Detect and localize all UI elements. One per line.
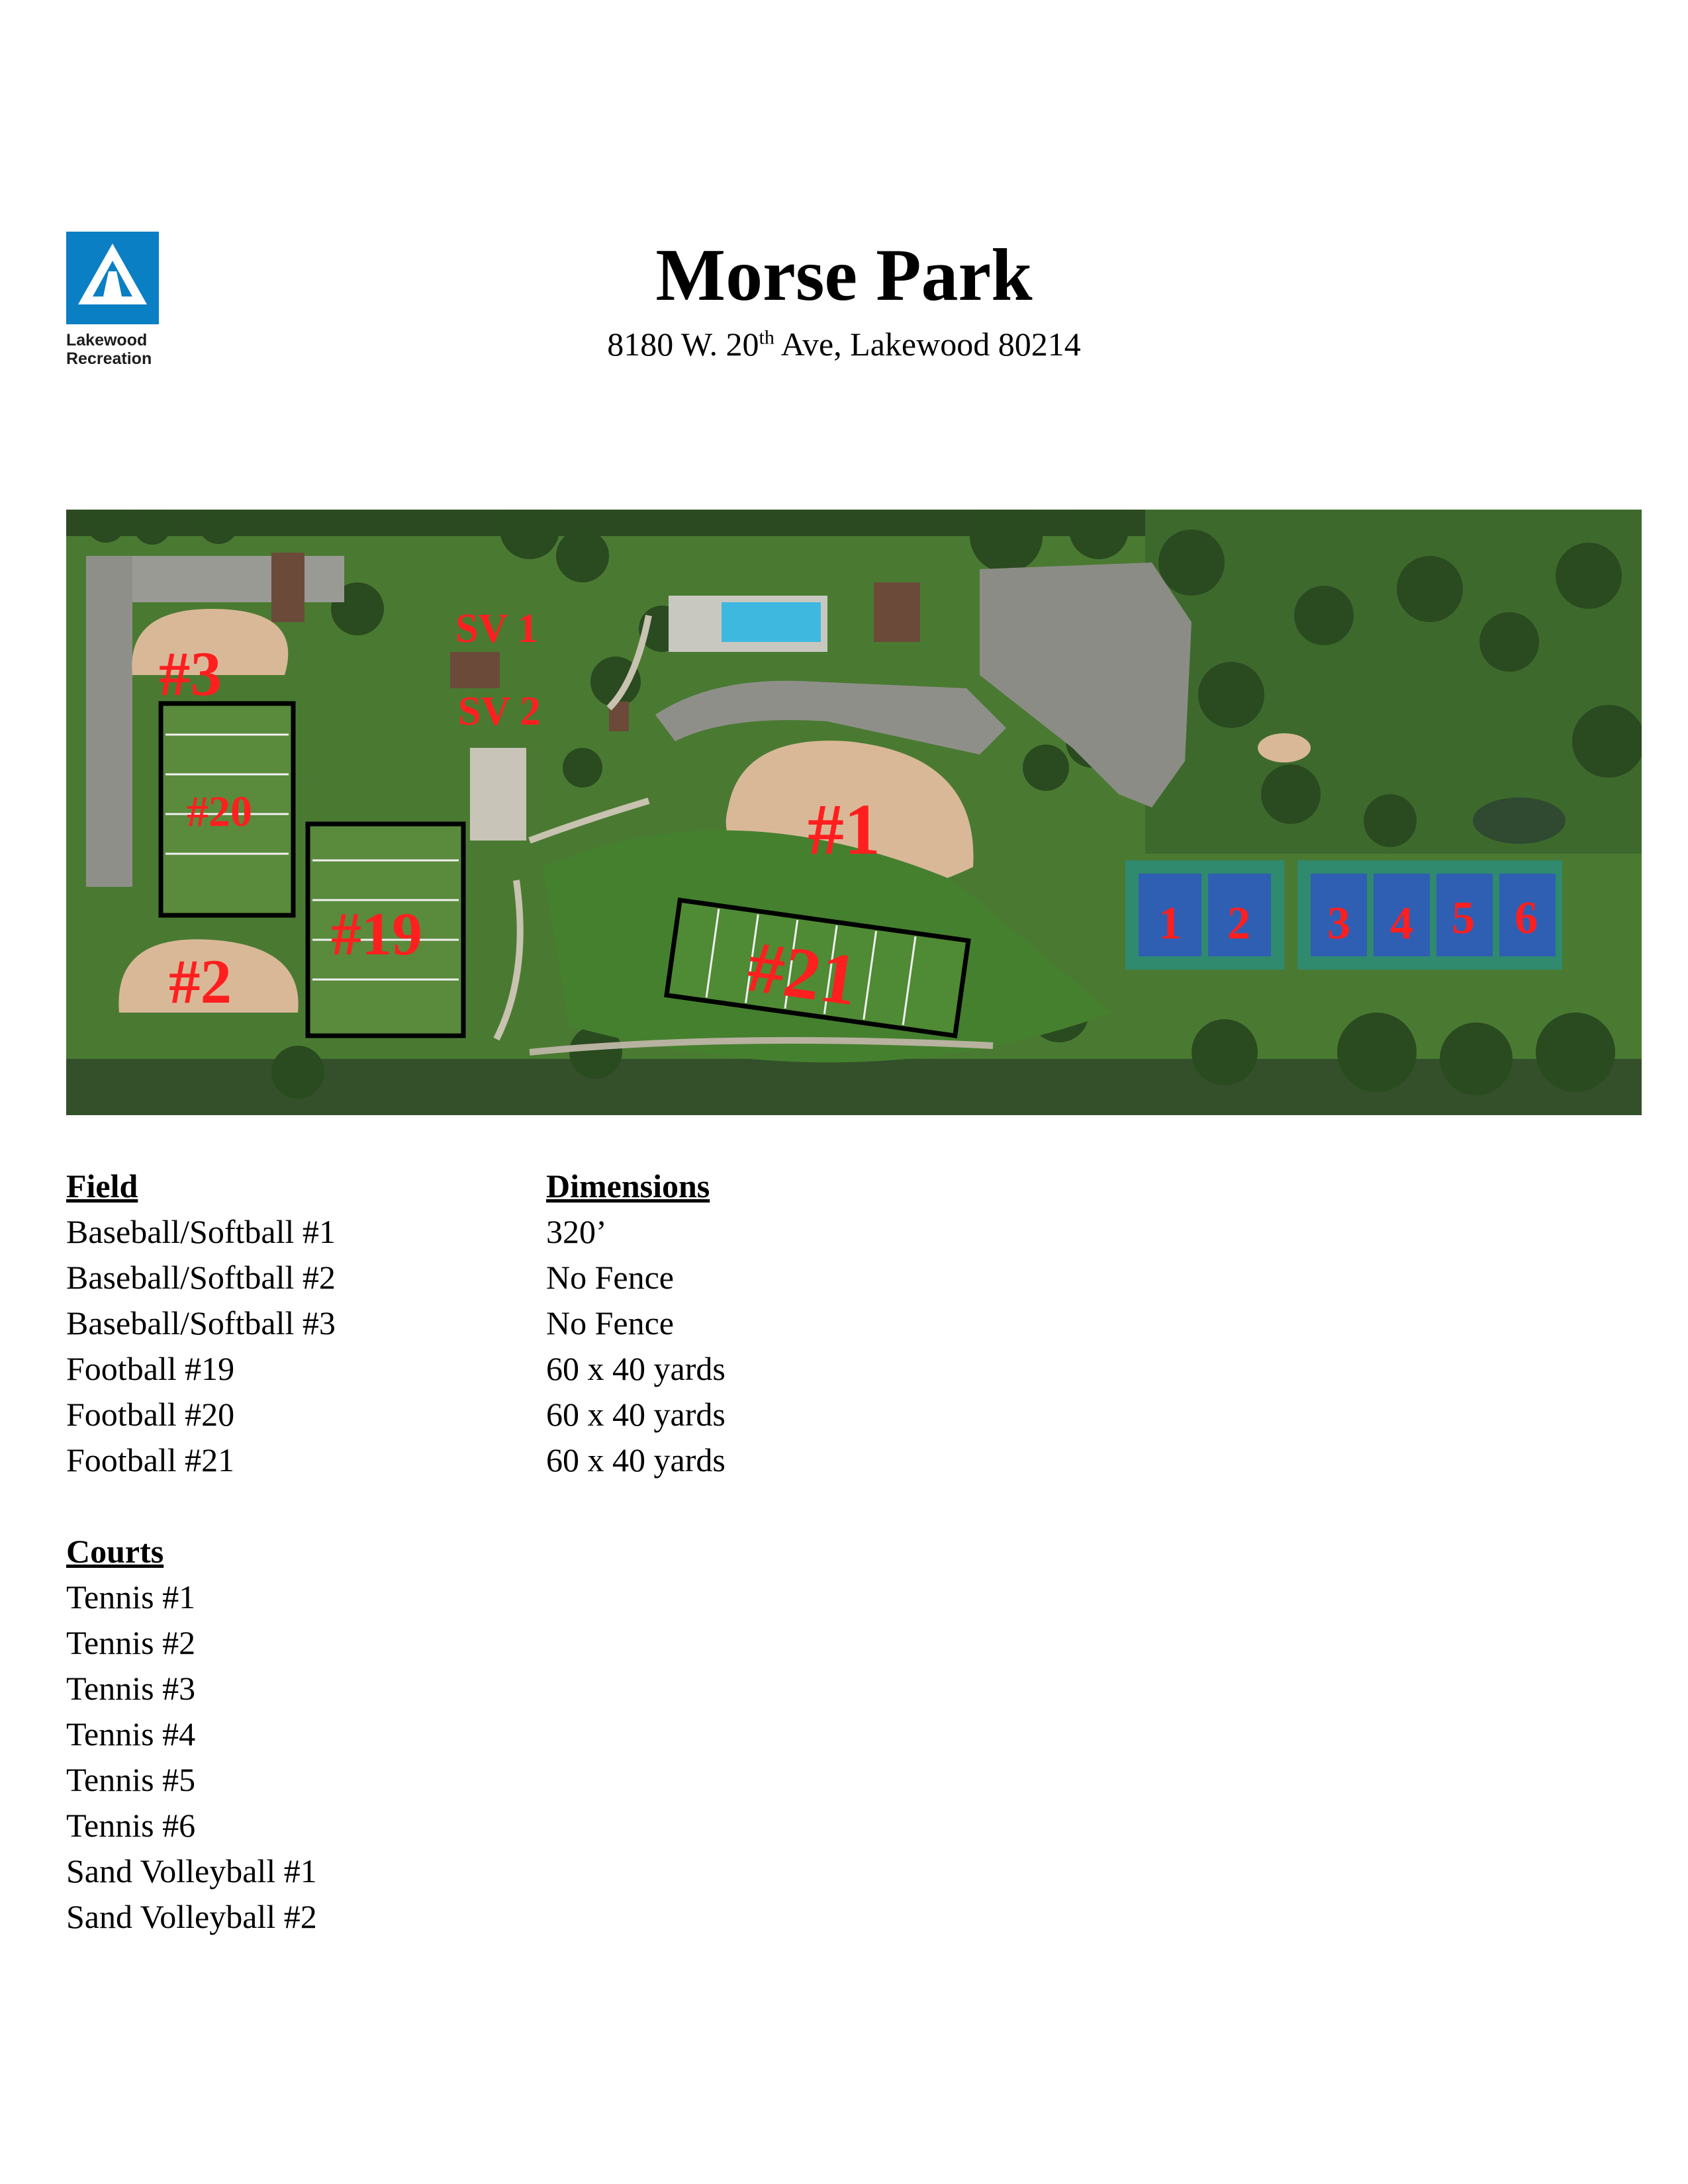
list-item: Tennis #5 <box>66 1761 196 1798</box>
map-label-field-21: #21 <box>743 925 863 1021</box>
dimensions-column-header: Dimensions <box>546 1167 710 1205</box>
fields-header-row <box>66 1163 726 1209</box>
park-address <box>0 324 1688 364</box>
map-label-court-1: 1 <box>1158 898 1182 949</box>
field-dimension: No Fence <box>546 1304 674 1342</box>
map-label-sv-2: SV 2 <box>458 689 541 734</box>
table-row <box>66 1346 726 1392</box>
field-name: Baseball/Softball #2 <box>66 1259 336 1296</box>
field-dimension: 60 x 40 yards <box>546 1441 726 1479</box>
map-label-sv-1: SV 1 <box>455 606 538 651</box>
fields-table <box>66 1163 726 1483</box>
page-title: Morse Park <box>655 234 1033 316</box>
map-label-field-20: #20 <box>187 788 252 836</box>
table-row <box>66 1392 726 1437</box>
field-name: Football #19 <box>66 1350 235 1387</box>
logo-line-2: Recreation <box>66 349 152 368</box>
list-item: Tennis #2 <box>66 1624 196 1661</box>
table-row <box>66 1437 726 1483</box>
map-label-court-2: 2 <box>1227 898 1250 949</box>
field-dimension: 60 x 40 yards <box>546 1396 726 1433</box>
address-suffix: Ave, Lakewood 80214 <box>774 326 1081 363</box>
map-label-field-1: #1 <box>808 789 880 870</box>
address-ordinal: th <box>759 326 774 349</box>
map-label-court-3: 3 <box>1327 898 1350 949</box>
map-label-field-19: #19 <box>331 900 422 968</box>
logo-line-1: Lakewood <box>66 331 148 349</box>
map-label-court-4: 4 <box>1390 898 1413 949</box>
field-name: Baseball/Softball #1 <box>66 1213 336 1250</box>
list-item: Tennis #4 <box>66 1715 196 1752</box>
courts-list <box>66 1529 317 1940</box>
aerial-map-graphic <box>66 510 1642 1115</box>
map-label-field-3: #3 <box>159 639 222 709</box>
list-item: Tennis #3 <box>66 1670 196 1707</box>
field-name: Baseball/Softball #3 <box>66 1304 336 1342</box>
list-item: Sand Volleyball #1 <box>66 1852 317 1889</box>
list-item: Tennis #6 <box>66 1807 196 1844</box>
aerial-map <box>66 510 1642 1115</box>
field-dimension: 320’ <box>546 1213 607 1250</box>
field-dimension: 60 x 40 yards <box>546 1350 726 1387</box>
map-label-field-2: #2 <box>169 946 232 1017</box>
field-name: Football #21 <box>66 1441 235 1479</box>
courts-header: Courts <box>66 1533 164 1570</box>
map-label-court-5: 5 <box>1452 893 1475 944</box>
address-prefix: 8180 W. 20 <box>607 326 759 363</box>
list-item: Sand Volleyball #2 <box>66 1898 317 1935</box>
table-row <box>66 1209 726 1255</box>
field-name: Football #20 <box>66 1396 235 1433</box>
map-label-court-6: 6 <box>1515 893 1538 944</box>
list-item: Tennis #1 <box>66 1578 196 1615</box>
table-row <box>66 1255 726 1300</box>
field-dimension: No Fence <box>546 1259 674 1296</box>
field-column-header: Field <box>66 1167 138 1205</box>
table-row <box>66 1300 726 1346</box>
